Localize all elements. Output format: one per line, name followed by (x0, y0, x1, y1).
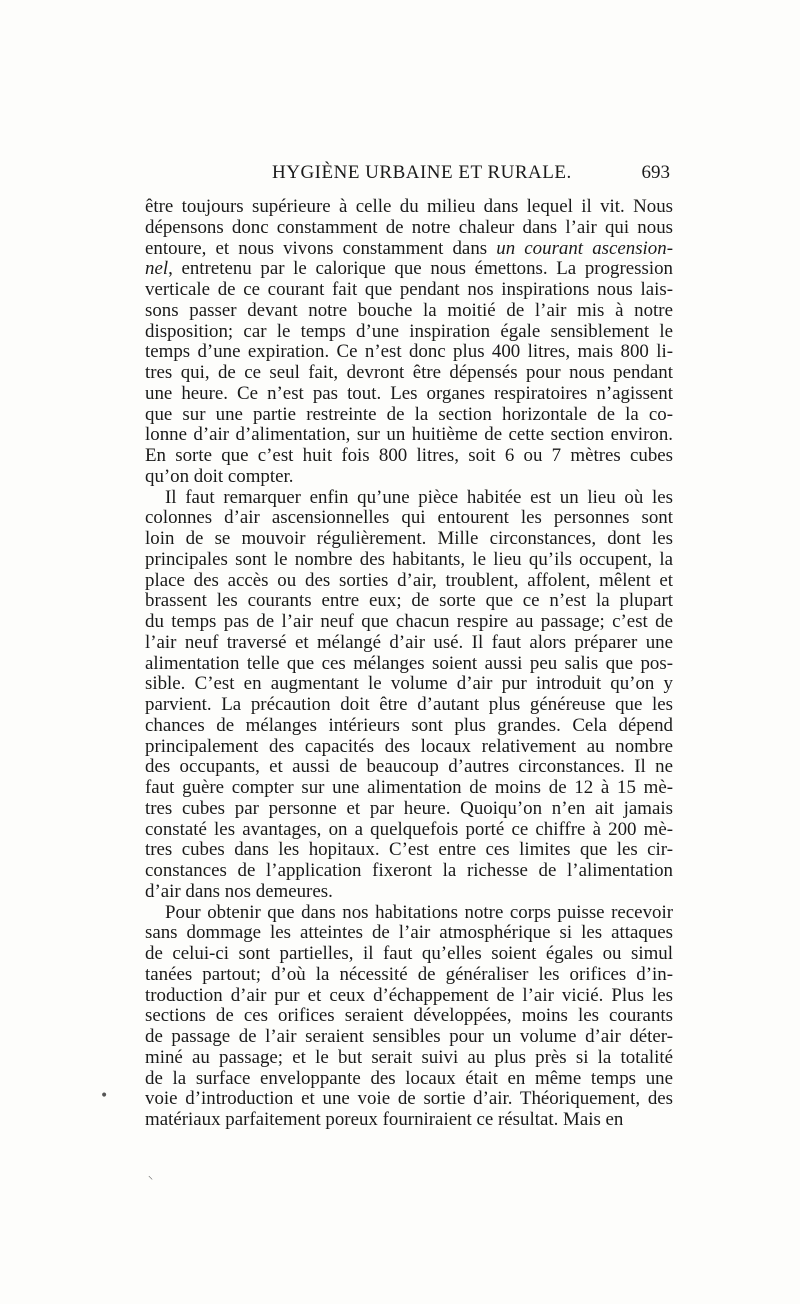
text-line: Pour obtenir que dans nos habitations notre corps puisse recevoir (165, 901, 673, 923)
text-line: dépensons donc constamment de notre chaleur dans l’air qui nous (145, 216, 673, 238)
text-line: l’air neuf traversé et mélangé d’air usé. Il faut alors préparer une (145, 631, 673, 653)
text-line: miné au passage; et le but serait suivi au plus près si la totalité (145, 1046, 673, 1068)
paragraph (145, 197, 673, 488)
text-line: une heure. Ce n’est pas tout. Les organes respiratoires n’agissent (145, 382, 673, 404)
text-line: chances de mélanges intérieurs sont plus grandes. Cela dépend (145, 714, 673, 736)
page-number: 693 (641, 162, 670, 183)
page-header (145, 160, 670, 190)
text-line: des occupants, et aussi de beaucoup d’autres circonstances. Il ne (145, 756, 673, 778)
running-head: HYGIÈNE URBAINE ET RURALE. (272, 162, 572, 183)
text-line: tres cubes dans les hopitaux. C’est entre ces limites que les cir- (145, 839, 673, 861)
text-line: nel, entretenu par le calorique que nous émettons. La progression (145, 258, 673, 280)
paragraph (145, 903, 673, 1131)
text-line: verticale de ce courant fait que pendant nos inspirations nous lais- (145, 279, 673, 300)
text-line: entoure, et nous vivons constamment dans un courant ascension- (145, 237, 673, 259)
text-line: être toujours supérieure à celle du milieu dans lequel il vit. Nous (145, 196, 673, 217)
text-line: sible. C’est en augmentant le volume d’air pur introduit qu’on y (145, 673, 673, 695)
text-line: temps d’une expiration. Ce n’est donc plus 400 litres, mais 800 li- (145, 341, 673, 363)
text-line: du temps pas de l’air neuf que chacun respire au passage; c’est de (145, 611, 673, 632)
text-line: place des accès ou des sorties d’air, troublent, affolent, mêlent et (145, 569, 673, 591)
text-line: de la surface enveloppante des locaux était en même temps une (145, 1067, 673, 1089)
text-line: matériaux parfaitement poreux fourniraient ce résultat. Mais en (145, 1109, 624, 1130)
text-line: faut guère compter sur une alimentation de moins de 12 à 15 mè- (145, 777, 673, 798)
text-line: brassent les courants entre eux; de sorte que ce n’est la plupart (145, 590, 673, 612)
text-line: tanées partout; d’où la nécessité de généraliser les orifices d’in- (145, 963, 673, 985)
text-line: sans dommage les atteintes de l’air atmosphérique si les attaques (145, 922, 673, 944)
text-line: de passage de l’air seraient sensibles pour un volume d’air déter- (145, 1026, 673, 1047)
text-line: constaté les avantages, on a quelquefois porté ce chiffre à 200 mè- (145, 818, 673, 840)
text-line: tres qui, de ce seul fait, devront être dépensés pour nous pendant (145, 362, 673, 383)
margin-mark: • (100, 1088, 109, 1104)
text-line: sections de ces orifices seraient développées, moins les courants (145, 1005, 673, 1027)
text-line: voie d’introduction et une voie de sortie d’air. Théoriquement, des (145, 1088, 673, 1110)
text-line: principales sont le nombre des habitants, le lieu qu’ils occupent, la (145, 548, 673, 570)
text-line: principalement des capacités des locaux relativement au nombre (145, 735, 673, 757)
text-line: En sorte que c’est huit fois 800 litres, soit 6 ou 7 mètres cubes (145, 445, 673, 466)
text-line: de celui-ci sont partielles, il faut qu’elles soient égales ou simul (145, 943, 673, 964)
margin-mark: ⸌ (148, 1175, 153, 1186)
text-line: troduction d’air pur et ceux d’échappement de l’air vicié. Plus les (145, 984, 673, 1006)
body-text (145, 197, 673, 1131)
text-line: qu’on doit compter. (145, 465, 294, 487)
text-line: constances de l’application fixeront la richesse de l’alimentation (145, 860, 673, 881)
text-line: parvient. La précaution doit être d’autant plus généreuse que les (145, 694, 673, 715)
paragraph (145, 488, 673, 903)
text-line: colonnes d’air ascensionnelles qui entourent les personnes sont (145, 507, 673, 529)
text-line: alimentation telle que ces mélanges soient aussi peu salis que pos- (145, 652, 673, 674)
text-line: sons passer devant notre bouche la moitié de l’air mis à notre (145, 299, 673, 321)
text-line: loin de se mouvoir régulièrement. Mille circonstances, dont les (145, 528, 673, 549)
text-line: disposition; car le temps d’une inspiration égale sensiblement le (145, 320, 673, 342)
text-line: d’air dans nos demeures. (145, 880, 333, 902)
text-line: que sur une partie restreinte de la section horizontale de la co- (145, 403, 673, 425)
text-line: tres cubes par personne et par heure. Quoiqu’on n’en ait jamais (145, 797, 673, 819)
text-line: Il faut remarquer enfin qu’une pièce habitée est un lieu où les (165, 486, 673, 508)
text-line: lonne d’air d’alimentation, sur un huitième de cette section environ. (145, 424, 673, 446)
